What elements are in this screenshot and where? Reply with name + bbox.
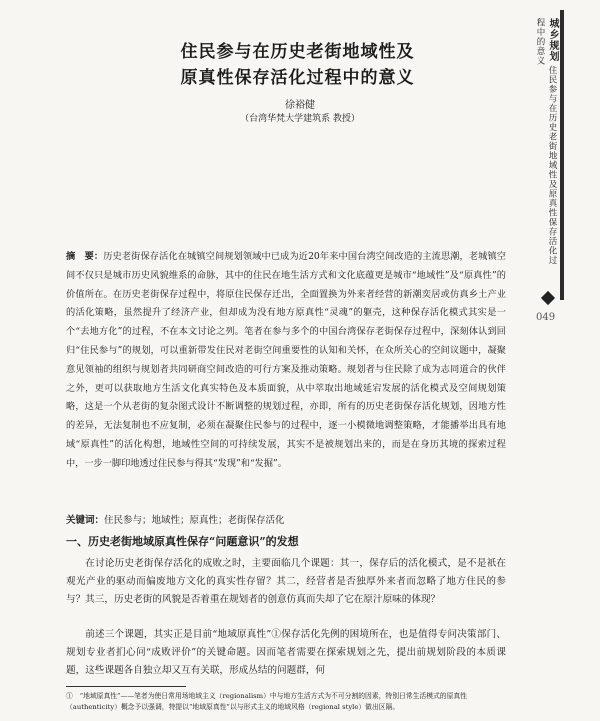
journal-sidebar [536,18,558,268]
abstract [66,248,506,474]
abstract-text: 历史老街保存活化在城镇空间规划领域中已成为近20年来中国台湾空间改造的主流思潮，老城镇空间不仅只是城市历史风貌维系的命脉，其中的住民在地生活方式和文化底蕴更是城市“地域性”及“原真性”的价值所在。在历史老街保存过程中，将原住民保存迁出，全面置换为外来者经营的新潮奕居或仿真乡土产业的活化策略，虽然提升了经济产业，但却成为没有地方原真性“灵魂”的躯壳，这种保存活化模式其实是一个“去地方化”的过程，不在本文讨论之列。笔者在参与多个的中国台湾保存老街保存过程中，深刻体认到回归“住民参与”的规划，可以重新带发住民对老街空间重要性的认知和关怀，在众所关心的空间议题中，凝聚意见领袖的组织与规划者共同研商空间改造的可行方案及推动策略。规划者与住民除了成为志同道合的伙伴之外，更可以获取地方生活文化真实特色及本质面貌，从中萃取出地域延宕发展的活化模式及空间规划策略，这是一个从老街的复杂图式设计不断调整的规划过程，亦即，所有的历史老街保存活化规划，因地方性的差异，无法复制也不应复制，必须在凝聚住民参与的过程中，逐一小模微地调整策略，才能播举出具有地域“原真性”的活化构想，地域性空间的可持续发展，其实不是被规划出来的，而是在身历其境的探索过程中，一步一脚印地透过住民参与得其“发现”和“发掘”。 [66,251,506,469]
keywords-text: 住民参与；地域性；原真性；老街保存活化 [104,515,285,526]
keywords [66,512,506,526]
footnote: ① “地域原真性”——笔者为使日常用场地域主义（regionalism）中与地方生活方式为不可分割的因素，特别日常生活模式的原真性（authenticity）概念予以强调，特提以“地域原真性”以与形式主义的地域风格（regional style）做出区隔。 [66,692,467,711]
author-affiliation: （台湾华梵大学建筑系 教授） [240,114,360,124]
body-paragraph-1: 在讨论历史老街保存活化的成败之时，主要面临几个课题：其一，保存后的活化模式，是不是祇在观光产业的驱动而偏废地方文化的真实性存留？其二，经营者是否独厚外来者而忽略了地方住民的参与？其三，历史老街的风貌是否着重在规划者的创意仿真而失却了它在原汁原味的体现？ [66,558,506,605]
diamond-ornament-icon [541,291,555,305]
section-heading: 一、历史老街地域原真性保存“问题意识”的发想 [66,535,299,548]
article-title-line-2: 原真性保存活化过程中的意义 [180,68,415,88]
body-paragraph-2: 前述三个课题，其实正是目前“地域原真性”①保存活化先例的困境所在，也是值得专问决策部门、规划专业者扪心问“成败评价”的关键命题。因而笔者需要在探索规划之先，提出前规划阶段的本质课题，这些课题各自独立却又互有关联，形成丛结的问题群，何 [66,629,506,676]
keywords-label: 关键词： [66,515,105,526]
footnote-divider [66,686,186,687]
article-title-line-1: 住民参与在历史老街地域性及 [180,42,415,62]
author-name: 徐裕健 [285,100,315,111]
abstract-label: 摘 要： [66,251,104,262]
page-number: 049 [536,312,556,323]
sidebar-running-title: 住民参与在历史老街地域性及原真性保存活化过程中的意义 [535,18,557,266]
sidebar-section-title: 城乡规划 [547,18,558,62]
sidebar-bar [560,10,564,300]
